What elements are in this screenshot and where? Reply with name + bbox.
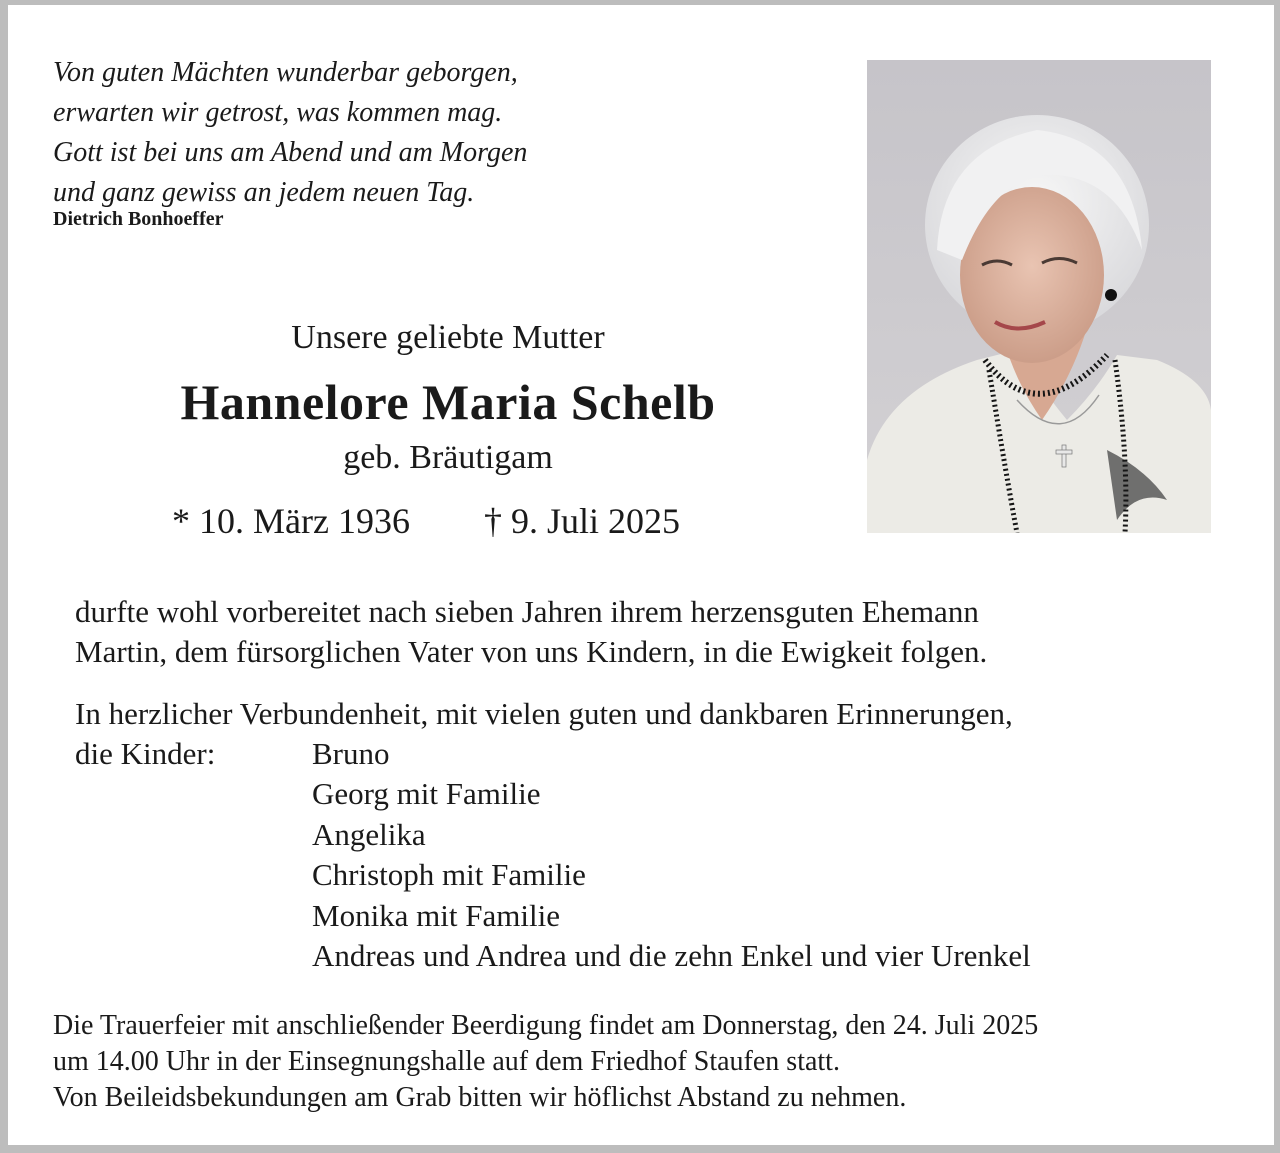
- verse-line: Gott ist bei uns am Abend und am Morgen: [53, 137, 528, 168]
- list-item: Monika mit Familie: [312, 897, 560, 933]
- bonhoeffer-verse: [53, 53, 527, 213]
- message-paragraph-2: In herzlicher Verbundenheit, mit vielen guten und dankbaren Erinnerungen,: [75, 696, 1013, 731]
- list-item: Andreas und Andrea und die zehn Enkel und vier Urenkel: [312, 938, 1031, 974]
- children-label: die Kinder:: [75, 736, 216, 771]
- funeral-line: um 14.00 Uhr in der Einsegnungshalle auf dem Friedhof Staufen statt.: [53, 1046, 840, 1077]
- portrait-photo: [867, 60, 1211, 533]
- list-item: Christoph mit Familie: [312, 857, 586, 893]
- death-date: † 9. Juli 2025: [484, 501, 681, 541]
- verse-line: und ganz gewiss an jedem neuen Tag.: [53, 177, 475, 208]
- list-item: Georg mit Familie: [312, 776, 541, 812]
- deceased-name: Hannelore Maria Schelb: [180, 374, 716, 430]
- verse-line: erwarten wir getrost, was kommen mag.: [53, 97, 503, 128]
- verse-line: Von guten Mächten wunderbar geborgen,: [53, 57, 518, 88]
- message-line: Martin, dem fürsorglichen Vater von uns Kindern, in die Ewigkeit folgen.: [75, 634, 988, 669]
- birth-date: * 10. März 1936: [172, 501, 410, 541]
- verse-author: Dietrich Bonhoeffer: [53, 208, 224, 230]
- funeral-details: [53, 1008, 1038, 1116]
- funeral-line: Von Beileidsbekundungen am Grab bitten wir höflichst Abstand zu nehmen.: [53, 1082, 907, 1113]
- message-line: durfte wohl vorbereitet nach sieben Jahren ihrem herzensguten Ehemann: [75, 594, 979, 629]
- funeral-line: Die Trauerfeier mit anschließender Beerdigung findet am Donnerstag, den 24. Juli 2025: [53, 1010, 1039, 1041]
- intro-line: Unsere geliebte Mutter: [291, 319, 605, 356]
- children-list: [312, 734, 1031, 976]
- list-item: Angelika: [312, 816, 426, 852]
- maiden-name: geb. Bräutigam: [343, 439, 553, 476]
- message-paragraph-1: [75, 592, 987, 672]
- list-item: Bruno: [312, 736, 390, 771]
